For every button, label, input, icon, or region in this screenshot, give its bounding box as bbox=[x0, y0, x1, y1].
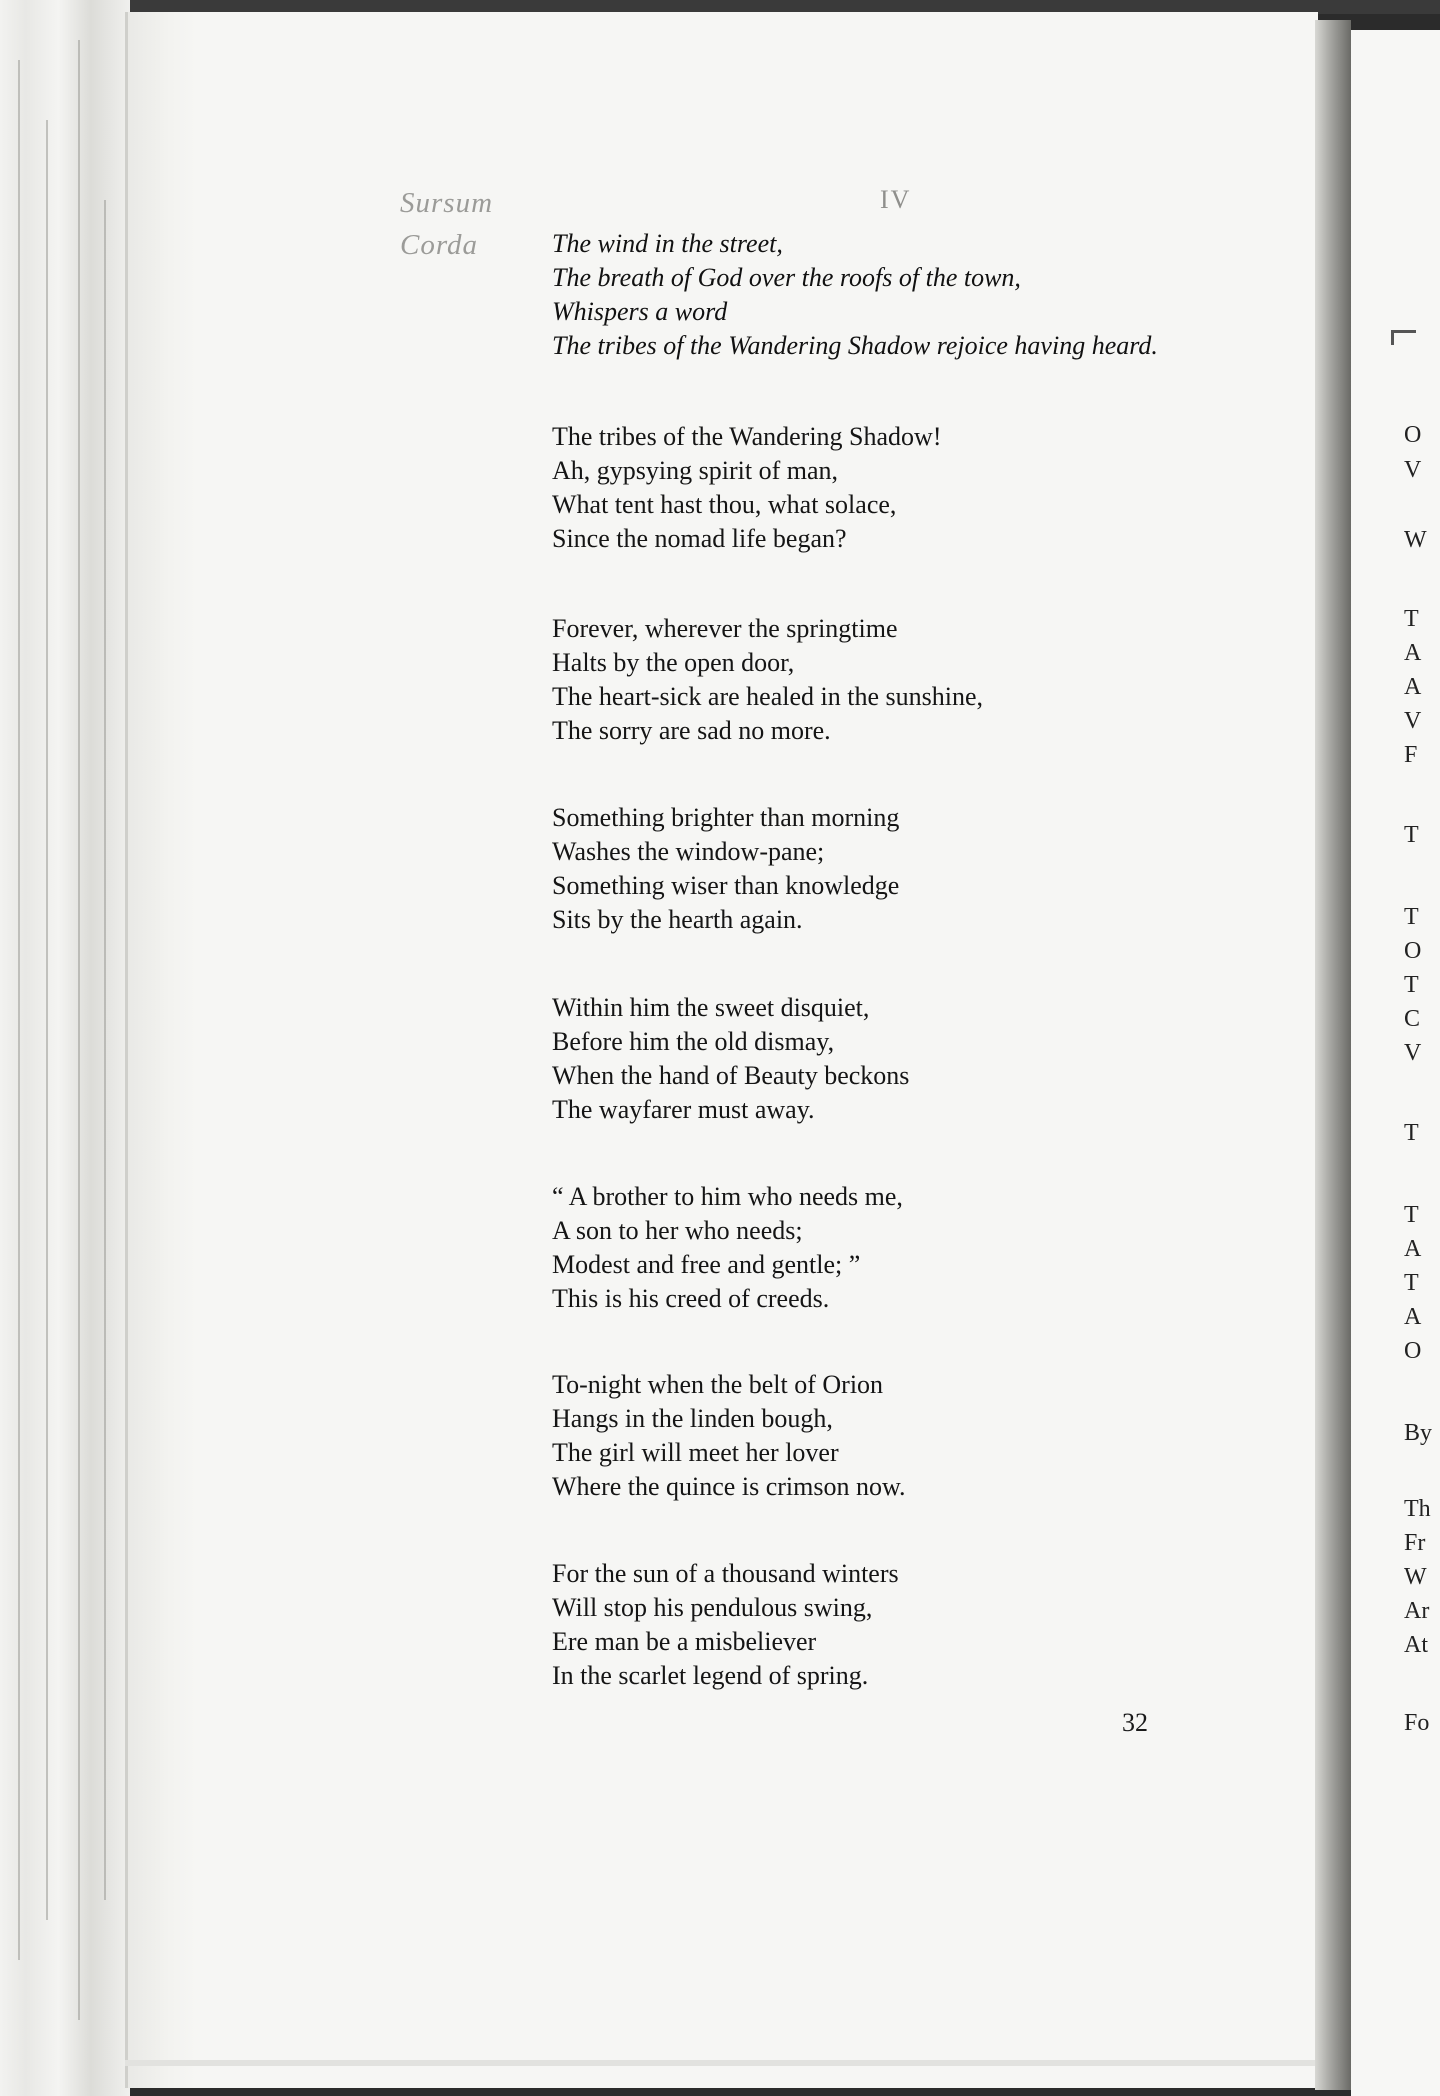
facing-line-fragment: F bbox=[1404, 742, 1418, 768]
poem-line: Washes the window-pane; bbox=[552, 837, 825, 866]
poem-line: Something wiser than knowledge bbox=[552, 871, 900, 900]
poem-line: When the hand of Beauty beckons bbox=[552, 1061, 910, 1090]
facing-line-fragment: A bbox=[1404, 1236, 1422, 1262]
facing-line-fragment: Fr bbox=[1404, 1530, 1426, 1556]
stanza bbox=[552, 801, 899, 937]
epigraph bbox=[552, 227, 1158, 363]
facing-line-fragment: T bbox=[1404, 1120, 1419, 1146]
poem-line: Ah, gypsying spirit of man, bbox=[552, 456, 838, 485]
facing-line-fragment: T bbox=[1404, 904, 1419, 930]
epigraph-line: The wind in the street, bbox=[552, 229, 783, 258]
facing-line-fragment: V bbox=[1404, 708, 1422, 734]
facing-line-fragment: Th bbox=[1404, 1496, 1431, 1522]
stanza bbox=[552, 1557, 899, 1693]
facing-line-fragment: T bbox=[1404, 822, 1419, 848]
facing-line-fragment: T bbox=[1404, 1270, 1419, 1296]
facing-line-fragment: W bbox=[1404, 527, 1427, 553]
poem-line: This is his creed of creeds. bbox=[552, 1284, 830, 1313]
stanza bbox=[552, 1368, 906, 1504]
facing-line-fragment: V bbox=[1404, 457, 1422, 483]
poem-line: For the sun of a thousand winters bbox=[552, 1559, 899, 1588]
stanza bbox=[552, 1180, 903, 1316]
poem-line: Forever, wherever the springtime bbox=[552, 614, 898, 643]
facing-line-fragment: Fo bbox=[1404, 1710, 1430, 1736]
facing-line-fragment: A bbox=[1404, 674, 1422, 700]
page-stack-edge bbox=[0, 0, 130, 2096]
facing-line-fragment: T bbox=[1404, 972, 1419, 998]
facing-line-fragment: O bbox=[1404, 1338, 1422, 1364]
facing-line-fragment: T bbox=[1404, 606, 1419, 632]
facing-line-fragment: A bbox=[1404, 640, 1422, 666]
corner-mark-icon bbox=[1391, 330, 1416, 345]
facing-line-fragment: By bbox=[1404, 1420, 1433, 1446]
poem-line: To-night when the belt of Orion bbox=[552, 1370, 884, 1399]
poem-line: “ A brother to him who needs me, bbox=[552, 1182, 903, 1211]
poem-line: The girl will meet her lover bbox=[552, 1438, 839, 1467]
facing-line-fragment: O bbox=[1404, 422, 1422, 448]
poem-line: The wayfarer must away. bbox=[552, 1095, 815, 1124]
poem-line: Since the nomad life began? bbox=[552, 524, 847, 553]
poem-line: Modest and free and gentle; ” bbox=[552, 1250, 861, 1279]
epigraph-line: The tribes of the Wandering Shadow rejoice having heard. bbox=[552, 331, 1158, 360]
poem-line: The tribes of the Wandering Shadow! bbox=[552, 422, 942, 451]
facing-line-fragment: T bbox=[1404, 1202, 1419, 1228]
book-gutter bbox=[1315, 20, 1351, 2090]
poem-line: The sorry are sad no more. bbox=[552, 716, 831, 745]
poem-line: Hangs in the linden bough, bbox=[552, 1404, 833, 1433]
section-number: IV bbox=[880, 185, 912, 214]
poem-line: The heart-sick are healed in the sunshine, bbox=[552, 682, 983, 711]
facing-line-fragment: W bbox=[1404, 1564, 1427, 1590]
epigraph-line: Whispers a word bbox=[552, 297, 728, 326]
page-bottom-edge bbox=[125, 2060, 1315, 2066]
facing-line-fragment: A bbox=[1404, 1304, 1422, 1330]
poem-line: Halts by the open door, bbox=[552, 648, 795, 677]
facing-line-fragment: O bbox=[1404, 938, 1422, 964]
stanza bbox=[552, 420, 942, 556]
poem-line: In the scarlet legend of spring. bbox=[552, 1661, 869, 1690]
poem-line: Ere man be a misbeliever bbox=[552, 1627, 817, 1656]
epigraph-line: The breath of God over the roofs of the town, bbox=[552, 263, 1021, 292]
poem-line: What tent hast thou, what solace, bbox=[552, 490, 897, 519]
stanza bbox=[552, 991, 909, 1127]
side-title-line: Corda bbox=[400, 229, 479, 261]
poem-line: Before him the old dismay, bbox=[552, 1027, 835, 1056]
facing-line-fragment: At bbox=[1404, 1632, 1428, 1658]
facing-line-fragment: C bbox=[1404, 1006, 1421, 1032]
facing-line-fragment: Ar bbox=[1404, 1598, 1430, 1624]
page-shadow bbox=[128, 12, 198, 2088]
poem-line: Where the quince is crimson now. bbox=[552, 1472, 906, 1501]
stanza bbox=[552, 612, 983, 748]
side-title-line: Sursum bbox=[400, 187, 494, 219]
poem-line: Within him the sweet disquiet, bbox=[552, 993, 870, 1022]
page-number: 32 bbox=[1122, 1708, 1148, 1737]
poem-line: Sits by the hearth again. bbox=[552, 905, 803, 934]
facing-page bbox=[1351, 30, 1440, 2096]
facing-line-fragment: V bbox=[1404, 1040, 1422, 1066]
poem-line: Something brighter than morning bbox=[552, 803, 900, 832]
poem-line: A son to her who needs; bbox=[552, 1216, 803, 1245]
poem-line: Will stop his pendulous swing, bbox=[552, 1593, 873, 1622]
